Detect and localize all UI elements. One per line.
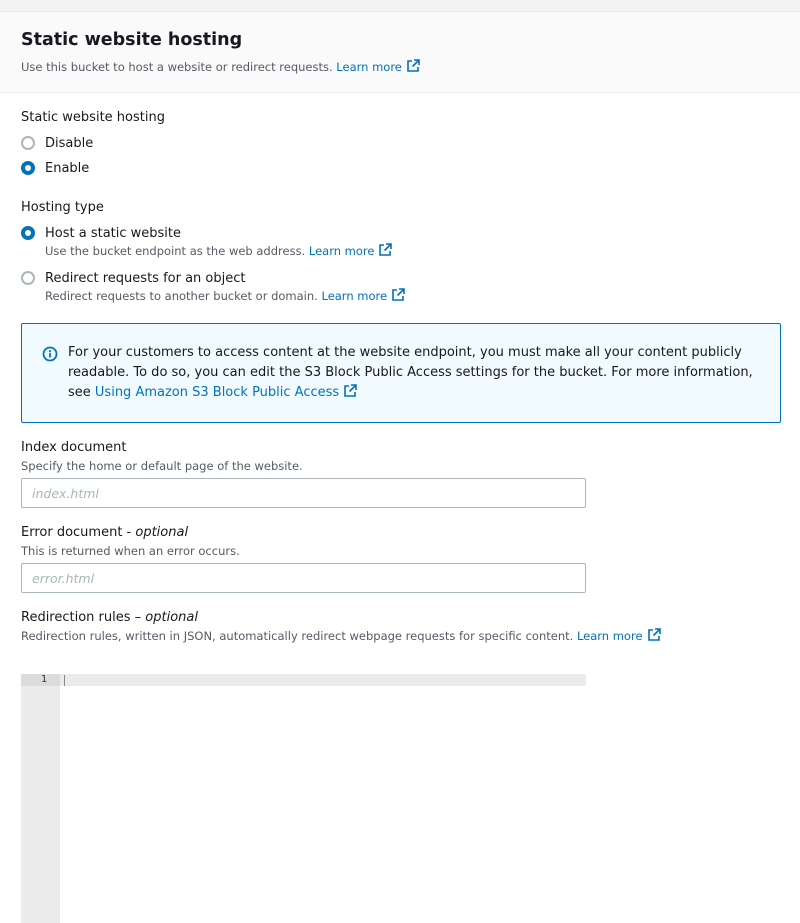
radio-redirect-label: Redirect requests for an object xyxy=(45,270,246,286)
redirect-learn-more-label: Learn more xyxy=(321,289,388,303)
external-link-icon xyxy=(378,243,392,257)
radio-disable[interactable] xyxy=(21,133,93,153)
external-link-icon xyxy=(647,628,661,642)
host-static-learn-more-label: Learn more xyxy=(308,244,375,258)
radio-disable-control[interactable] xyxy=(21,136,35,150)
block-public-access-label: Using Amazon S3 Block Public Access xyxy=(94,385,340,400)
redirection-rules-optional: optional xyxy=(145,610,198,625)
section-learn-more-label: Learn more xyxy=(336,60,402,74)
top-strip xyxy=(0,0,800,12)
editor-active-line[interactable] xyxy=(60,674,586,686)
radio-host-static-control[interactable] xyxy=(21,226,35,240)
index-document-input[interactable] xyxy=(21,478,586,508)
redirect-learn-more-link[interactable] xyxy=(321,289,405,303)
error-document-label-text: Error document - xyxy=(21,525,136,540)
radio-enable-label: Enable xyxy=(45,160,90,176)
info-alert xyxy=(21,323,781,423)
external-link-icon xyxy=(343,384,357,398)
hosting-label: Static website hosting xyxy=(21,110,165,125)
redirection-rules-label xyxy=(21,610,198,625)
radio-redirect-control[interactable] xyxy=(21,271,35,285)
redirection-rules-help-text: Redirection rules, written in JSON, automatically redirect webpage requests for specific content. xyxy=(21,629,574,643)
section-header xyxy=(0,12,800,93)
section-title: Static website hosting xyxy=(21,30,243,50)
external-link-icon xyxy=(391,288,405,302)
error-document-help: This is returned when an error occurs. xyxy=(21,544,240,558)
redirection-rules-editor[interactable] xyxy=(21,674,586,923)
editor-gutter xyxy=(21,674,60,923)
radio-enable-control[interactable] xyxy=(21,161,35,175)
redirection-learn-more-link[interactable] xyxy=(577,629,661,643)
redirection-learn-more-label: Learn more xyxy=(576,629,643,643)
section-description-text: Use this bucket to host a website or redirect requests. xyxy=(21,60,333,74)
redirect-help-text: Redirect requests to another bucket or domain. xyxy=(45,289,318,303)
redirection-rules-help xyxy=(21,628,661,643)
radio-redirect-requests[interactable] xyxy=(21,268,245,288)
redirect-help xyxy=(45,288,405,303)
info-alert-message: For your customers to access content at the website endpoint, you must make all your content publicly readable. To do so, you can edit the S3 Block Public Access settings for the bucket. For more information, see xyxy=(68,345,753,400)
error-document-label xyxy=(21,525,188,540)
block-public-access-link[interactable] xyxy=(95,385,357,400)
radio-enable[interactable] xyxy=(21,158,89,178)
redirection-rules-label-text: Redirection rules – xyxy=(21,610,146,625)
radio-host-static-label: Host a static website xyxy=(45,225,182,241)
index-document-label: Index document xyxy=(21,440,127,455)
error-document-optional: optional xyxy=(135,525,189,540)
hosting-type-label: Hosting type xyxy=(21,200,104,215)
index-document-help: Specify the home or default page of the website. xyxy=(21,459,303,473)
editor-cursor xyxy=(64,675,65,686)
info-alert-text xyxy=(68,343,768,403)
error-document-input[interactable] xyxy=(21,563,586,593)
host-static-help-text: Use the bucket endpoint as the web address. xyxy=(45,244,306,258)
editor-line-number: 1 xyxy=(40,674,47,685)
radio-disable-label: Disable xyxy=(45,135,94,151)
radio-host-static-website[interactable] xyxy=(21,223,181,243)
section-learn-more-link[interactable] xyxy=(336,60,420,74)
section-description xyxy=(21,59,420,74)
info-icon xyxy=(42,346,58,362)
host-static-learn-more-link[interactable] xyxy=(309,244,393,258)
host-static-help xyxy=(45,243,392,258)
external-link-icon xyxy=(406,59,420,73)
